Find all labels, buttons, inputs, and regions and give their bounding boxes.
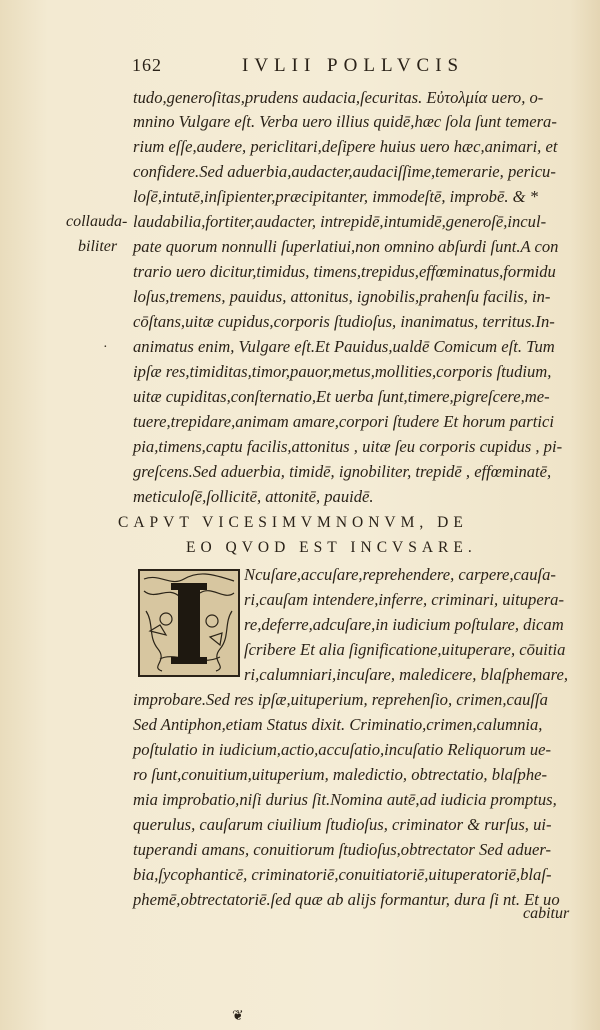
- text-line: ri,calumniari,incuſare, maledicere, blaſphemare,: [244, 665, 568, 684]
- text-line: tudo,generoſitas,prudens audacia,ſecuritas. Εὐτολμία uero, o-: [133, 88, 544, 107]
- text-line: loſus,tremens, pauidus, attonitus, ignobilis,prahenſu facilis, in-: [133, 287, 551, 306]
- decorated-initial: [138, 569, 240, 677]
- text-line: Sed Antiphon,etiam Status dixit. Criminatio,crimen,calumnia,: [133, 715, 543, 734]
- text-line: ipſæ res,timiditas,timor,pauor,metus,mollities,corporis ſtudium,: [133, 362, 552, 381]
- text-line: phemē,obtrectatoriē.ſed quæ ab alijs formantur, dura ſi nt. Et uo: [133, 890, 560, 909]
- text-line: confidere.Sed aduerbia,audacter,audaciſſime,temerarie, pericu-: [133, 162, 556, 181]
- ink-blot: ❦: [232, 1009, 244, 1024]
- text-line: rium eſſe,audere, periclitari,deſipere huius uero hæc,animari, et: [133, 137, 558, 156]
- text-line: ri,cauſam intendere,inferre, criminari, uitupera-: [244, 590, 564, 609]
- text-line: tuere,trepidare,animam amare,corpori ſtudere Et horum partici: [133, 412, 554, 431]
- woodcut-initial-image: [140, 571, 238, 675]
- text-line: pia,timens,captu facilis,attonitus , uitæ ſeu corporis cupidus , pi-: [133, 437, 563, 456]
- text-line: loſē,intutē,inſipienter,præcipitanter, immodeſtē, improbē. & *: [133, 187, 538, 206]
- text-line: querulus, cauſarum ciuilium ſtudioſus, criminator & rurſus, ui-: [133, 815, 552, 834]
- margin-note: collauda-: [66, 213, 128, 230]
- running-title: IVLII POLLVCIS: [242, 55, 465, 76]
- text-line: mnino Vulgare eſt. Verba uero illius quidē,hæc ſola ſunt temera-: [133, 112, 557, 131]
- text-line: pate quorum nonnulli ſuperlatiui,non omnino abſurdi ſunt.A con: [133, 237, 559, 256]
- text-line: Ncuſare,accuſare,reprehendere, carpere,cauſa-: [244, 565, 556, 584]
- text-line: mia improbatio,niſi durius ſit.Nomina autē,ad iudicia promptus,: [133, 790, 557, 809]
- text-line: uitæ cupiditas,conſternatio,Et uerba ſunt,timere,pigreſcere,me-: [133, 387, 550, 406]
- page-number: 162: [132, 55, 162, 75]
- text-line: trario uero dicitur,timidus, timens,trepidus,effœminatus,formidu: [133, 262, 556, 281]
- text-line: greſcens.Sed aduerbia, timidē, ignobiliter, trepidē , effœminatē,: [133, 462, 552, 481]
- text-line: ſcribere Et alia ſignificatione,uituperare, cōuitia: [244, 640, 566, 659]
- text-line: re,deferre,adcuſare,in iudicium poſtulare, dicam: [244, 615, 564, 634]
- catchword: cabitur: [523, 905, 570, 922]
- chapter-heading-line-1: CAPVT VICESIMVMNONVM, DE: [118, 514, 468, 531]
- text-line: tuperandi amans, conuitiorum ſtudioſus,obtrectator Sed aduer-: [133, 840, 552, 859]
- text-line: cōſtans,uitæ cupidus,corporis ſtudioſus, inanimatus, territus.In-: [133, 312, 555, 331]
- margin-mark: ·: [103, 340, 108, 355]
- text-line: animatus enim, Vulgare eſt.Et Pauidus,ualdē Comicum eſt. Tum: [133, 337, 555, 356]
- text-line: laudabilia,fortiter,audacter, intrepidē,intumidē,generoſē,incul-: [133, 212, 547, 231]
- text-line: bia,ſycophanticē, criminatoriē,conuitiatoriē,uituperatoriē,blaſ-: [133, 865, 552, 884]
- text-line: meticuloſē,ſollicitē, attonitē, pauidē.: [133, 487, 374, 506]
- margin-note: biliter: [78, 238, 118, 255]
- text-line: improbare.Sed res ipſæ,uituperium, reprehenſio, crimen,cauſſa: [133, 690, 548, 709]
- chapter-heading-line-2: EO QVOD EST INCVSARE.: [186, 539, 477, 556]
- text-line: ro ſunt,conuitium,uituperium, maledictio, obtrectatio, blaſphe-: [133, 765, 548, 784]
- text-line: poſtulatio in iudicium,actio,accuſatio,incuſatio Reliquorum ue-: [133, 740, 552, 759]
